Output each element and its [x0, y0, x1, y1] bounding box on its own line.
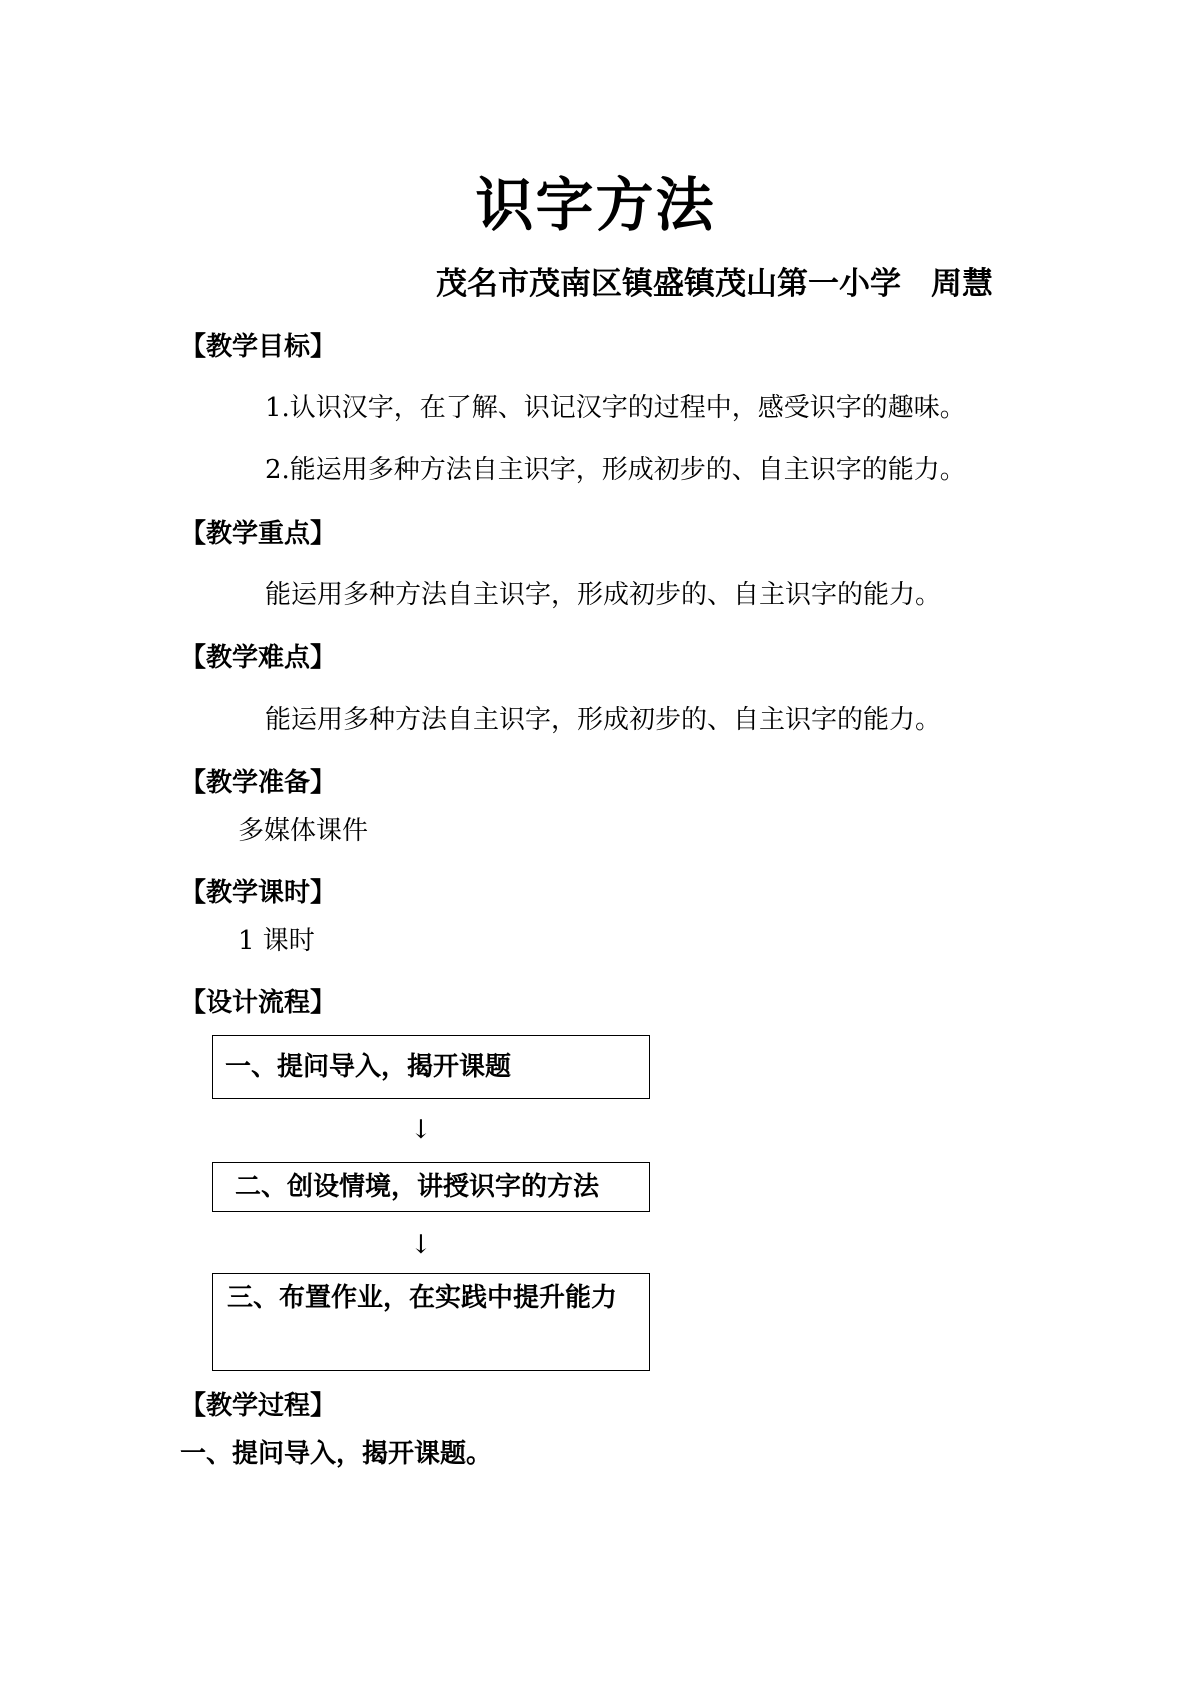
flow-step-2-label: 二、创设情境，讲授识字的方法 [235, 1172, 600, 1202]
flow-arrow-2-icon: ↓ [410, 1230, 432, 1260]
author-line [436, 264, 993, 304]
objectives-heading: 【教学目标】 [180, 332, 337, 362]
objective-item-1: 1.认识汉字，在了解、识记汉字的过程中，感受识字的趣味。 [265, 393, 966, 423]
process-step-1: 一、提问导入，揭开课题。 [180, 1439, 493, 1469]
flow-step-3-box [212, 1273, 650, 1371]
difficulties-text: 能运用多种方法自主识字，形成初步的、自主识字的能力。 [265, 705, 942, 735]
flow-arrow-1-icon: ↓ [410, 1115, 432, 1145]
key-points-heading: 【教学重点】 [180, 519, 337, 549]
objective-item-2: 2.能运用多种方法自主识字，形成初步的、自主识字的能力。 [265, 455, 966, 485]
author-name: 周慧 [931, 266, 993, 302]
difficulties-heading: 【教学难点】 [180, 643, 337, 673]
document-title: 识字方法 [475, 171, 716, 239]
flow-step-1-label: 一、提问导入，揭开课题 [225, 1052, 512, 1082]
flow-step-3-label: 三、布置作业，在实践中提升能力 [227, 1283, 618, 1313]
preparation-heading: 【教学准备】 [180, 768, 337, 798]
flow-step-2-box [212, 1162, 650, 1212]
periods-text: 1 课时 [238, 926, 315, 956]
author-school: 茂名市茂南区镇盛镇茂山第一小学 [436, 266, 901, 302]
periods-heading: 【教学课时】 [180, 878, 337, 908]
key-points-text: 能运用多种方法自主识字，形成初步的、自主识字的能力。 [265, 580, 942, 610]
design-flow-heading: 【设计流程】 [180, 988, 337, 1018]
preparation-text: 多媒体课件 [238, 816, 369, 846]
flow-step-1-box [212, 1035, 650, 1099]
process-heading: 【教学过程】 [180, 1391, 337, 1421]
